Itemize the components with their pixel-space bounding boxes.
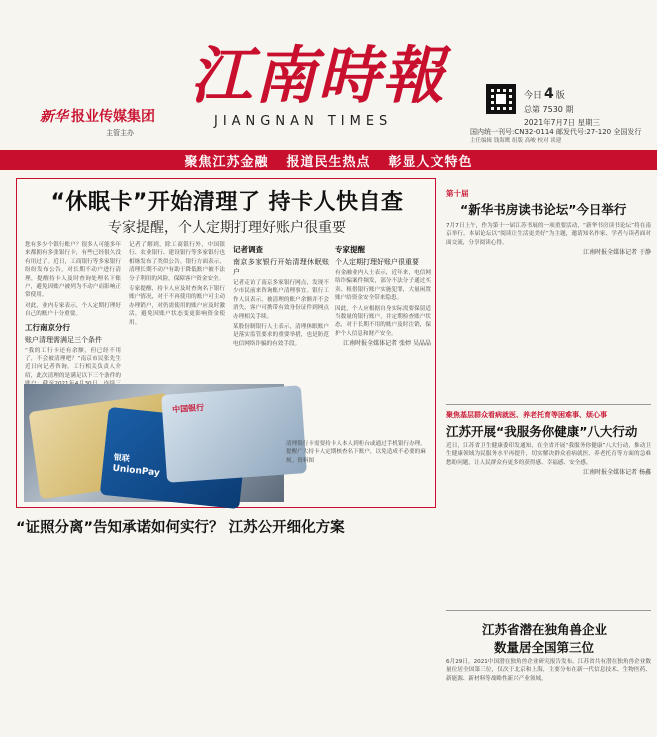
newspaper-title	[190, 40, 450, 140]
edition-count: 4	[544, 86, 554, 102]
paragraph: “我的工行卡还有余额，但已经不用了，不会被清理吧？”南京市民张先生近日向记者咨询。工行相关负责人介绍，此次清理的是满足以下三个条件的	[25, 347, 121, 379]
section-subhead: 工行南京分行	[25, 322, 70, 332]
section-subhead-2: 账户清理需满足三个条件	[25, 335, 102, 344]
paragraph: 对此，业内专家表示，个人定期打理好自己的账户十分重要。	[25, 302, 121, 318]
publication-info	[470, 128, 656, 146]
card-label: UnionPay	[112, 463, 161, 479]
editors: 主任编辑 钱海鹰 组版 高峻 校对 谈建	[470, 138, 562, 144]
paragraph: 7月7日上午，作为第十一届江苏书展的一项重要活动，“新华书房读书论坛”将在南京举行。本届论坛以“阅读让生活更美好”为主题，邀请知名作家、学者与读者面对面交流，分享阅读心得。	[446, 223, 651, 246]
today-label: 今日	[524, 91, 543, 101]
edition-unit: 版	[555, 91, 565, 101]
bank-card-image	[161, 385, 307, 483]
paragraph: 有金融业内人士表示，近年来，电信网络诈骗案件频发，部分不法分子通过买卖、租借银行账户实施犯罪，大量闲置账户给资金安全带来隐患。	[335, 270, 431, 302]
lead-column-2	[129, 241, 225, 381]
slogan-item: 聚焦江苏金融	[184, 154, 269, 170]
issue-date: 2021年7月7日 星期三	[524, 118, 601, 127]
issue-number: 总第 7530 期	[524, 105, 574, 114]
today-edition	[524, 86, 654, 102]
right-story2-kicker: 聚焦基层群众看病就医、养老托育等困难事、烦心事	[446, 411, 607, 419]
slogan-bar	[0, 150, 657, 170]
byline: 江南时报全媒体记者 杨鑫	[583, 469, 651, 477]
right-story3-headline: 江苏省潜在独角兽企业	[482, 622, 608, 637]
section-subhead: 记者调查	[233, 245, 263, 254]
title-cn: 江南時報	[190, 39, 447, 112]
post-code: 邮发代号:27-120 全国发行	[555, 128, 642, 136]
card-label: 中国银行	[171, 403, 205, 415]
paragraph: 因此，个人应根据自身实际需要保留适当数量的银行账户，并定期检查账户状态，对于长期不用的账户及时注销，保护个人信息和财产安全。	[335, 305, 431, 337]
right-story2-headline: 江苏开展“我服务你健康”八大行动	[446, 424, 638, 439]
paragraph: 记者走访了南京多家银行网点，发现不少市民前来咨询账户清理事宜。银行工作人员表示，被清理的账户余额并不会消失，客户可携带有效身份证件到网点办理相关手续。	[233, 280, 329, 320]
section-subhead-2: 个人定期打理好账户很重要	[335, 258, 419, 266]
lead-column-1	[25, 241, 121, 381]
byline: 江南时报全媒体记者 于静	[583, 249, 651, 257]
section-subhead: 专家提醒	[335, 245, 365, 254]
group-name: 报业传媒集团	[71, 109, 155, 125]
paragraph: 近日，江苏省卫生健康委印发通知，在全省开展“我服务你健康”八大行动，推动卫生健康领域为民服务水平再提升，切实解决群众看病就医、养老托育等方面的急难愁盼问题，让人民群众有更多的获得感、幸福感、安全感。	[446, 443, 651, 466]
title-en: JIANGNAN TIMES	[214, 114, 393, 129]
group-mark: 新华	[40, 109, 68, 125]
story2-headline: “证照分离”告知承诺如何实行？ 江苏公开细化方案	[16, 520, 345, 536]
paragraph: 记者了解到，除工商银行外，中国银行、农业银行、建设银行等多家银行也相继发布了类似公告。银行方面表示，清理长期不动户有助于降低账户被不法分子利用的风险，保障客户资金安全。	[129, 242, 225, 282]
section-subhead-2: 南京多家银行开始清理休眠账户	[233, 258, 329, 276]
edition-info	[524, 86, 654, 128]
lead-column-4	[335, 241, 431, 441]
paragraph: 6月29日，2021中国潜在独角兽企业研究报告发布。江苏省共有潜在独角兽企业数量位居全国第三位，仅次于北京和上海，主要分布在新一代信息技术、生物医药、新能源、新材料等战略性新兴产业领域。	[446, 659, 651, 682]
right-story3-headline-2: 数量居全国第三位	[494, 640, 595, 655]
lead-headline: “休眠卡”开始清理了 持卡人快自查	[50, 190, 404, 215]
divider	[446, 404, 651, 405]
group-sub: 主管主办	[106, 129, 134, 137]
right-story2-body	[446, 442, 651, 602]
card-label: 银联	[113, 452, 131, 464]
byline: 江南时报全媒体记者 张婷 吴晶晶	[343, 340, 431, 348]
divider	[446, 610, 651, 611]
qr-code-icon	[486, 84, 516, 114]
right-story1-body	[446, 222, 651, 370]
lead-subheadline: 专家提醒，个人定期打理好账户很重要	[108, 220, 346, 236]
right-story1-kicker: 第十届	[446, 189, 469, 198]
paragraph: 某股份制银行人士表示，清理休眠账户是落实监管要求的重要举措，也是防范电信网络诈骗的有效手段。	[233, 324, 329, 347]
cn-code: 国内统一刊号:CN32-0114	[470, 128, 554, 136]
paragraph: 专家提醒，持卡人应及时查询名下银行账户情况，对于不再使用的账户可主动办理销户，对仍需使用的账户应及时激活，避免因账户状态变更影响资金使用。	[129, 286, 225, 326]
masthead	[0, 0, 657, 150]
slogan-item: 彰显人文特色	[388, 154, 473, 170]
group-logo	[40, 108, 155, 126]
photo-caption: 清理银行卡需要持卡人本人到柜台或通过手机银行办理。提醒广大持卡人定期核查名下账户，以免造成不必要的麻烦。资料图	[286, 441, 426, 464]
right-story3-body	[446, 658, 651, 734]
right-story1-headline: “新华书房读书论坛”今日举行	[460, 202, 627, 217]
bank-cards-photo	[24, 384, 284, 502]
paragraph: 您有多少个银行账户？很多人可能多年来都拥有多张银行卡，有些已经很久没有用过了。近日，工商银行等多家银行纷纷发布公告，对长期不动户进行清理，提醒持卡人及时查询处理名下账户，避免因账户被列为不动户而影响正常使用。	[25, 242, 121, 299]
slogan-item: 报道民生热点	[286, 154, 371, 170]
